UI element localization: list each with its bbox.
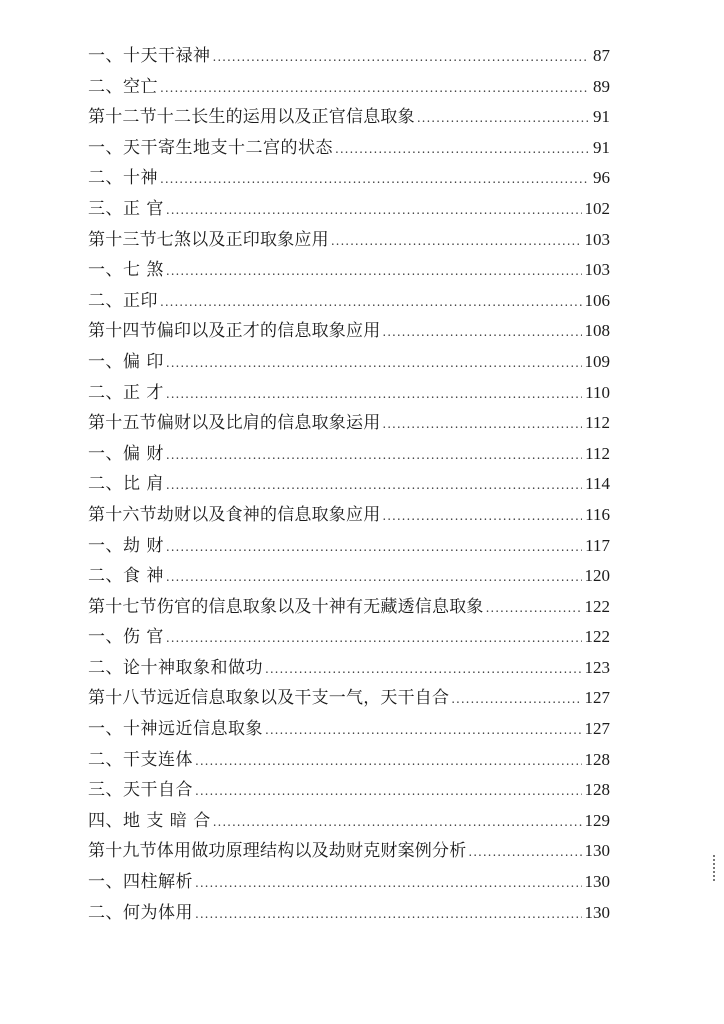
scan-edge-mark bbox=[713, 855, 719, 881]
toc-entry-label: 一、天干寄生地支十二宫的状态 bbox=[88, 137, 333, 158]
toc-page-number: 117 bbox=[585, 535, 610, 555]
dot-leader bbox=[166, 623, 582, 654]
toc-section-entry[interactable] bbox=[88, 102, 610, 133]
toc-entry-label: 三、天干自合 bbox=[88, 780, 193, 801]
toc-entry[interactable] bbox=[88, 439, 610, 470]
toc-page-number: 116 bbox=[585, 504, 610, 524]
dot-leader bbox=[265, 654, 582, 685]
toc-entry[interactable] bbox=[88, 714, 610, 745]
dot-leader bbox=[486, 593, 582, 624]
toc-page-number: 103 bbox=[584, 260, 610, 280]
toc-entry[interactable] bbox=[88, 72, 610, 103]
toc-entry-label: 二、干支连体 bbox=[88, 749, 193, 770]
toc-entry[interactable] bbox=[88, 194, 610, 225]
toc-entry[interactable] bbox=[88, 867, 610, 898]
dot-leader bbox=[335, 134, 589, 165]
dot-leader bbox=[160, 164, 589, 195]
toc-entry-label: 二、十神 bbox=[88, 168, 158, 189]
dot-leader bbox=[195, 746, 582, 777]
toc-entry[interactable] bbox=[88, 286, 610, 317]
toc-page-number: 123 bbox=[584, 657, 610, 677]
toc-entry-label: 四、地 支 暗 合 bbox=[88, 810, 211, 831]
toc-page-number: 122 bbox=[584, 596, 610, 616]
toc-page-number: 127 bbox=[584, 719, 610, 739]
toc-entry-label: 一、七 煞 bbox=[88, 260, 164, 281]
toc-page-number: 130 bbox=[584, 841, 610, 861]
toc-entry-label: 一、十神远近信息取象 bbox=[88, 719, 263, 740]
dot-leader bbox=[195, 868, 582, 899]
dot-leader bbox=[468, 837, 581, 868]
toc-entry-label: 二、比 肩 bbox=[88, 474, 164, 495]
toc-entry-label: 二、正印 bbox=[88, 290, 158, 311]
dot-leader bbox=[160, 73, 589, 104]
toc-entry[interactable] bbox=[88, 133, 610, 164]
toc-section-entry[interactable] bbox=[88, 316, 610, 347]
toc-page-number: 102 bbox=[584, 198, 610, 218]
toc-page-number: 128 bbox=[584, 780, 610, 800]
toc-section-label: 第十三节七煞以及正印取象应用 bbox=[88, 229, 329, 250]
toc-entry[interactable] bbox=[88, 347, 610, 378]
toc-entry-label: 一、偏 财 bbox=[88, 443, 164, 464]
dot-leader bbox=[331, 226, 582, 257]
dot-leader bbox=[160, 287, 582, 318]
toc-page-number: 110 bbox=[585, 382, 610, 402]
dot-leader bbox=[166, 195, 582, 226]
dot-leader bbox=[195, 899, 582, 930]
dot-leader bbox=[166, 440, 582, 471]
toc-section-label: 第十二节十二长生的运用以及正官信息取象 bbox=[88, 107, 415, 128]
dot-leader bbox=[382, 409, 582, 440]
dot-leader bbox=[451, 684, 581, 715]
toc-entry-label: 二、空亡 bbox=[88, 76, 158, 97]
toc-page-number: 128 bbox=[584, 749, 610, 769]
toc-page-number: 130 bbox=[584, 902, 610, 922]
toc-entry[interactable] bbox=[88, 255, 610, 286]
dot-leader bbox=[382, 501, 582, 532]
dot-leader bbox=[166, 532, 582, 563]
toc-entry-label: 二、何为体用 bbox=[88, 902, 193, 923]
toc-entry[interactable] bbox=[88, 378, 610, 409]
toc-page-number: 109 bbox=[584, 351, 610, 371]
toc-entry-label: 二、论十神取象和做功 bbox=[88, 657, 263, 678]
dot-leader bbox=[166, 256, 582, 287]
toc-section-entry[interactable] bbox=[88, 500, 610, 531]
toc-entry[interactable] bbox=[88, 531, 610, 562]
dot-leader bbox=[166, 348, 582, 379]
toc-page-number: 120 bbox=[584, 566, 610, 586]
toc-entry-label: 一、十天干禄神 bbox=[88, 46, 211, 66]
toc-section-label: 第十九节体用做功原理结构以及劫财克财案例分析 bbox=[88, 841, 467, 862]
toc-entry[interactable] bbox=[88, 745, 610, 776]
toc-section-label: 第十七节伤官的信息取象以及十神有无藏透信息取象 bbox=[88, 596, 484, 617]
toc-page-number: 112 bbox=[585, 413, 610, 433]
dot-leader bbox=[417, 103, 589, 134]
toc-section-entry[interactable] bbox=[88, 225, 610, 256]
dot-leader bbox=[265, 715, 582, 746]
toc-entry-label: 一、伤 官 bbox=[88, 627, 164, 648]
toc-section-label: 第十六节劫财以及食神的信息取象应用 bbox=[88, 504, 381, 525]
toc-entry-label: 三、正 官 bbox=[88, 198, 164, 219]
dot-leader bbox=[213, 42, 590, 73]
toc-entry[interactable] bbox=[88, 561, 610, 592]
toc-entry[interactable] bbox=[88, 41, 610, 72]
toc-page-number: 103 bbox=[584, 229, 610, 249]
dot-leader bbox=[382, 317, 581, 348]
toc-section-entry[interactable] bbox=[88, 592, 610, 623]
dot-leader bbox=[213, 807, 582, 838]
toc-entry-label: 一、劫 财 bbox=[88, 535, 164, 556]
toc-page-number: 91 bbox=[593, 107, 610, 127]
toc-section-label: 第十四节偏印以及正才的信息取象应用 bbox=[88, 321, 381, 342]
toc-entry-label: 二、正 才 bbox=[88, 382, 164, 403]
toc-section-entry[interactable] bbox=[88, 683, 610, 714]
toc-section-label: 第十八节远近信息取象以及干支一气，天干自合 bbox=[88, 688, 450, 709]
toc-page-number: 106 bbox=[584, 290, 610, 310]
toc-page-number: 96 bbox=[593, 168, 610, 188]
toc-page-number: 129 bbox=[584, 810, 610, 830]
dot-leader bbox=[166, 379, 582, 410]
toc-entry-label: 一、四柱解析 bbox=[88, 872, 193, 893]
toc-entry-label: 二、食 神 bbox=[88, 566, 164, 587]
toc-section-entry[interactable] bbox=[88, 408, 610, 439]
dot-leader bbox=[195, 776, 582, 807]
toc-page-number: 89 bbox=[593, 76, 610, 96]
toc-entry-label: 一、偏 印 bbox=[88, 351, 164, 372]
toc-page-number: 122 bbox=[584, 627, 610, 647]
table-of-contents bbox=[88, 41, 610, 928]
toc-entry[interactable] bbox=[88, 806, 610, 837]
toc-entry[interactable] bbox=[88, 775, 610, 806]
toc-page-number: 112 bbox=[585, 443, 610, 463]
toc-section-label: 第十五节偏财以及比肩的信息取象运用 bbox=[88, 413, 381, 434]
toc-entry[interactable] bbox=[88, 622, 610, 653]
toc-page-number: 87 bbox=[593, 46, 610, 65]
toc-section-entry[interactable] bbox=[88, 836, 610, 867]
toc-page-number: 114 bbox=[585, 474, 610, 494]
toc-entry[interactable] bbox=[88, 469, 610, 500]
toc-entry[interactable] bbox=[88, 163, 610, 194]
toc-page-number: 127 bbox=[584, 688, 610, 708]
toc-page-number: 91 bbox=[593, 137, 610, 157]
dot-leader bbox=[166, 562, 582, 593]
toc-page-number: 130 bbox=[584, 872, 610, 892]
toc-entry[interactable] bbox=[88, 898, 610, 929]
dot-leader bbox=[166, 470, 582, 501]
toc-page-number: 108 bbox=[584, 321, 610, 341]
toc-entry[interactable] bbox=[88, 653, 610, 684]
